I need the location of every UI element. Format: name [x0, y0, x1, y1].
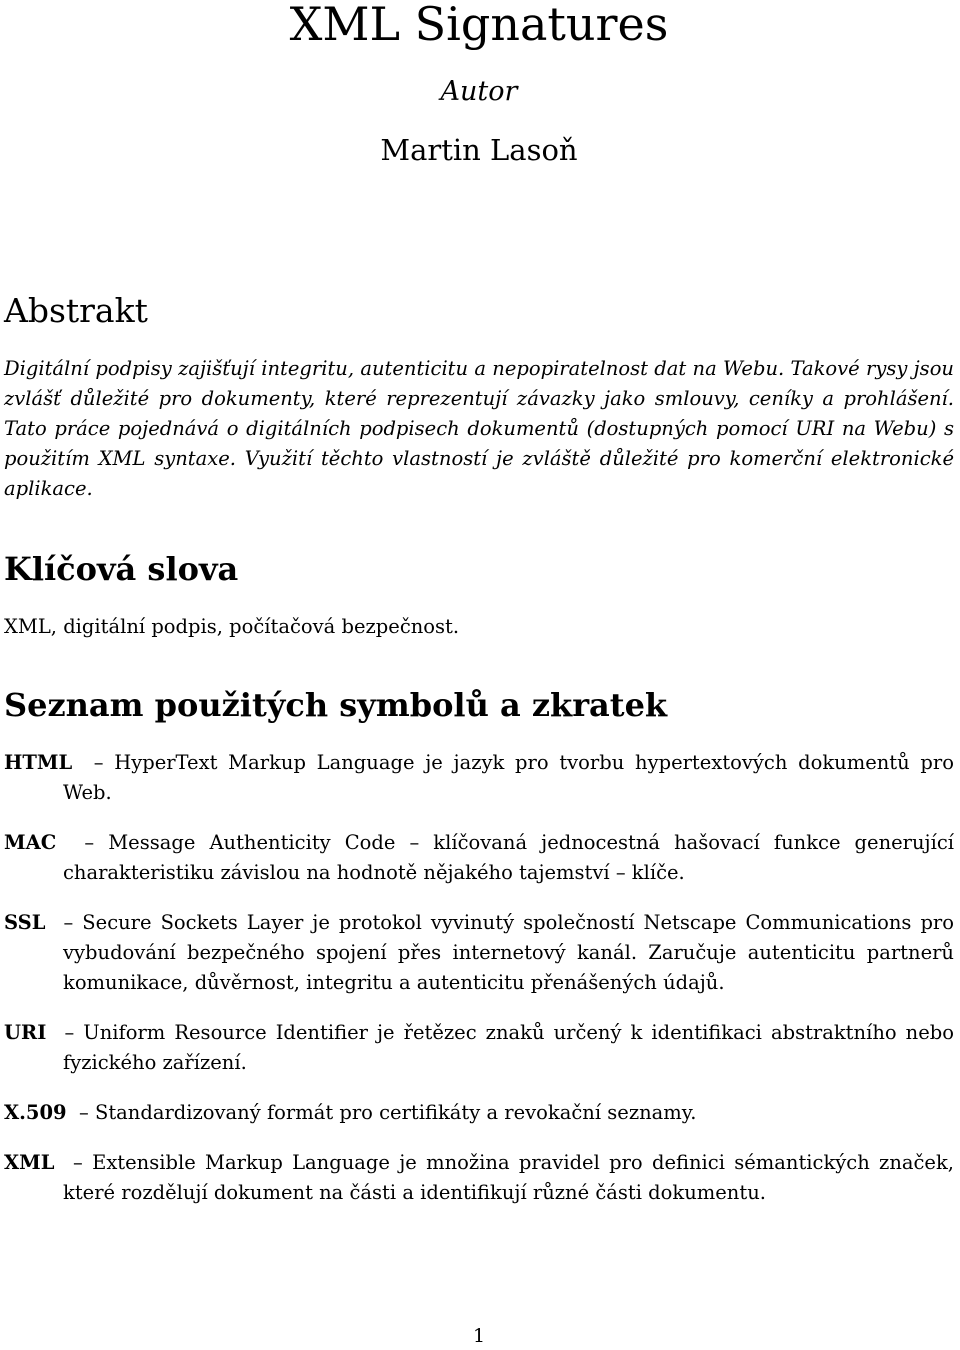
- page-number: 1: [472, 1325, 486, 1347]
- glossary-item-mac: MAC – Message Authenticity Code – klíčovaná jednocestná hašovací funkce generující charakteristiku závislou na hodnotě nějakého tajemství – klíče.: [4, 831, 955, 884]
- glossary-definition: Uniform Resource Identifier je řetězec znaků určený k identifikaci abstraktního nebo fyzického zařízení.: [63, 1021, 954, 1074]
- glossary-definition: Standardizovaný formát pro certifikáty a revokační seznamy.: [94, 1101, 697, 1124]
- author-label: Autor: [440, 76, 518, 107]
- glossary-term: SSL: [4, 911, 46, 934]
- glossary-term: HTML: [4, 751, 73, 774]
- glossary-item-x509: X.509 – Standardizovaný formát pro certifikáty a revokační seznamy.: [4, 1101, 697, 1124]
- glossary-definition: HyperText Markup Language je jazyk pro tvorbu hypertextových dokumentů pro Web.: [63, 751, 954, 804]
- glossary-definition: Message Authenticity Code – klíčovaná jednocestná hašovací funkce generující charakteristiku závislou na hodnotě nějakého tajemství – klíče.: [63, 831, 955, 884]
- glossary-item-ssl: SSL – Secure Sockets Layer je protokol vyvinutý společností Netscape Communications pro vybudování bezpečného spojení přes internetový kanál. Zaručuje autenticitu partnerů komunikace, důvěrnost, integritu a autenticitu přenášených údajů.: [4, 911, 954, 994]
- glossary-term: URI: [4, 1021, 47, 1044]
- glossary-item-xml: XML – Extensible Markup Language je množina pravidel pro definici sémantických značek, které rozdělují dokument na části a identifikují různé části dokumentu.: [4, 1151, 954, 1204]
- glossary-heading: Seznam použitých symbolů a zkratek: [4, 686, 668, 724]
- glossary-term: MAC: [4, 831, 57, 854]
- glossary-definition: Extensible Markup Language je množina pravidel pro definici sémantických značek, které rozdělují dokument na části a identifikují různé části dokumentu.: [63, 1151, 954, 1204]
- author-name: Martin Lasoň: [380, 133, 578, 167]
- glossary-term: XML: [4, 1151, 55, 1174]
- glossary-list: [4, 748, 954, 1228]
- keywords-heading: Klíčová slova: [4, 550, 239, 588]
- glossary-term: X.509: [4, 1101, 67, 1124]
- document-title: XML Signatures: [289, 0, 669, 51]
- glossary-item-uri: URI – Uniform Resource Identifier je řetězec znaků určený k identifikaci abstraktního nebo fyzického zařízení.: [4, 1021, 954, 1074]
- abstract-text: Digitální podpisy zajišťují integritu, autenticitu a nepopiratelnost dat na Webu. Takové rysy jsou zvlášť důležité pro dokumenty, které reprezentují závazky jako smlouvy, ceníky a prohlášení. Tato práce pojednává o digitálních podpisech dokumentů (dostupných pomocí URI na Webu) s použitím XML syntaxe. Využití těchto vlastností je zvláště důležité pro komerční elektronické aplikace.: [4, 357, 954, 500]
- document-page: [4, 0, 954, 1350]
- abstract-heading: Abstrakt: [4, 291, 148, 330]
- glossary-definition: Secure Sockets Layer je protokol vyvinutý společností Netscape Communications pro vybudování bezpečného spojení přes internetový kanál. Zaručuje autenticitu partnerů komunikace, důvěrnost, integritu a autenticitu přenášených údajů.: [63, 911, 954, 994]
- glossary-item-html: HTML – HyperText Markup Language je jazyk pro tvorbu hypertextových dokumentů pro Web.: [4, 751, 954, 804]
- keywords-text: XML, digitální podpis, počítačová bezpečnost.: [4, 615, 460, 638]
